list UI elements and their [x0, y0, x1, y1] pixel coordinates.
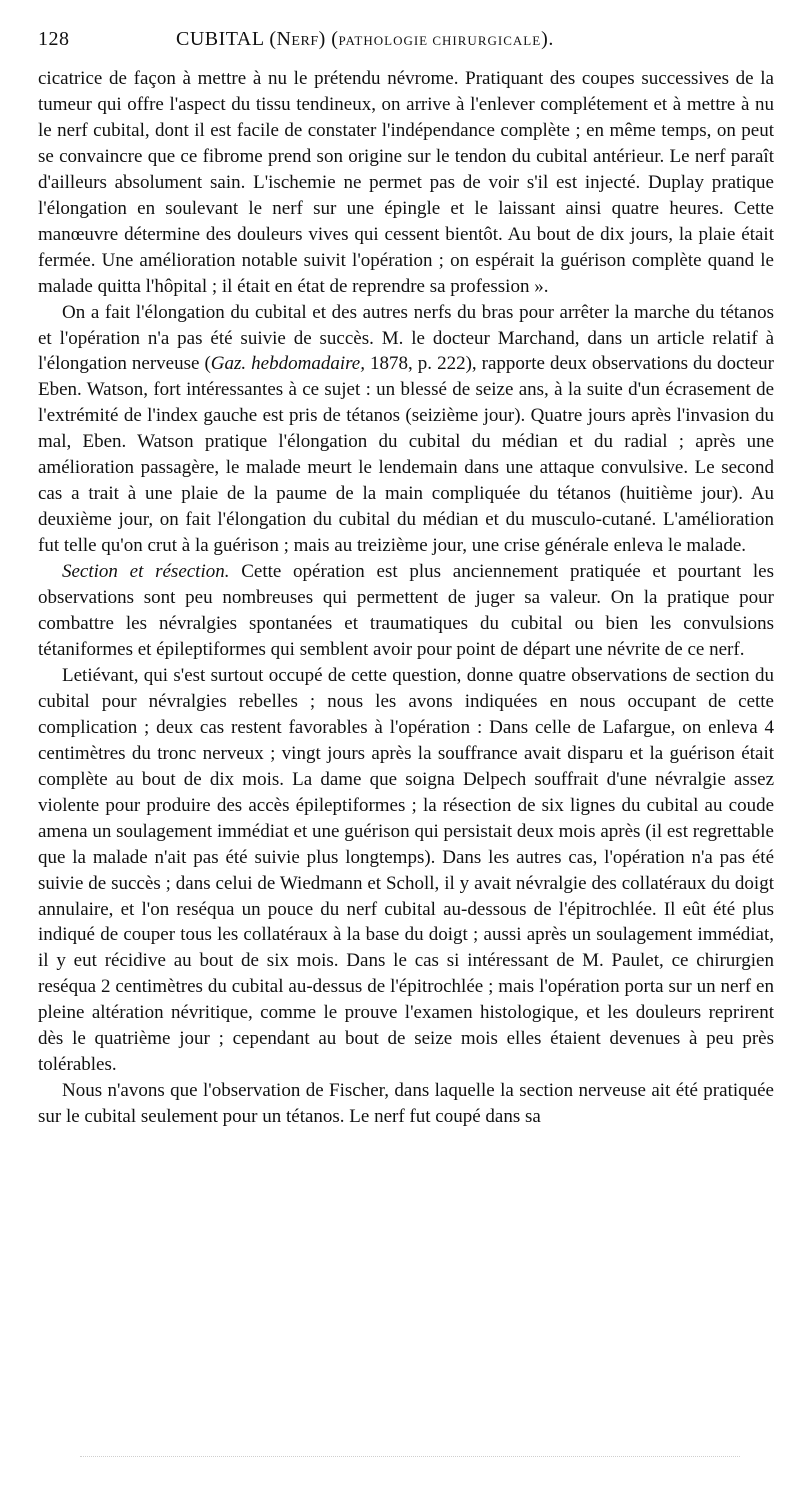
running-head-end: ). [541, 28, 554, 50]
paragraph-section-resection [38, 559, 774, 663]
paragraph-continuation: cicatrice de façon à mettre à nu le prétendu névrome. Pratiquant des coupes successives de la tumeur qui offre l'aspect du tissu tendineux, on arrive à l'enlever complétement et à mettre à nu le nerf cubital, dont il est facile de constater l'indépendance complète ; en même temps, on peut se convaincre que ce fibrome prend son origine sur le tendon du cubital antérieur. Le nerf paraît d'ailleurs absolument sain. L'ischemie ne permet pas de voir s'il est injecté. Duplay pratique l'élongation en soulevant le nerf sur une épingle et le laissant ainsi quatre heures. Cette manœuvre détermine des douleurs vives qui cessent bientôt. Au bout de dix jours, la plaie était fermée. Une amélioration notable suivit l'opération ; on espérait la guérison complète quand le malade quitta l'hôpital ; il était en état de reprendre sa profession ». [38, 68, 774, 297]
running-head-close: ) ( [318, 28, 339, 50]
bottom-margin-smudge [80, 1456, 740, 1459]
paragraph-text: On a fait l'élongation du cubital et des autres nerfs du bras pour arrêter la marche du tétanos et l'opération n'a pas été suivie de succès. M. le docteur Marchand, dans un article relatif à l'élongation nerveuse ( [38, 301, 774, 375]
running-head-nerf: Nerf [276, 28, 319, 50]
paragraph-text: Cette opération est plus anciennement pratiquée et pourtant les observations sont peu nombreuses qui permettent de juger sa valeur. On la pratique pour combattre les névralgies spontanées et traumatiques du cubital ou bien les convulsions tétaniformes et épileptiformes qui semblent avoir pour point de départ une névrite de ce nerf. [38, 561, 775, 660]
running-head [38, 28, 774, 52]
running-head-subject: PATHOLOGIE CHIRURGICALE [338, 33, 542, 48]
running-head-title [176, 28, 554, 51]
section-heading: Section et résection. [62, 561, 230, 583]
page-number: 128 [38, 28, 70, 50]
paragraph-tetanos-elongation [38, 300, 774, 560]
body-text [38, 66, 774, 1130]
paragraph-letievant: Letiévant, qui s'est surtout occupé de cette question, donne quatre observations de section du cubital pour névralgies rebelles ; nous les avons indiquées en nous occupant de cette complication ; deux cas restent favorables à l'opération : Dans celle de Lafargue, on enleva 4 centimètres du tronc nerveux ; vingt jours après la souffrance avait disparu et la guérison était complète au bout de dix mois. La dame que soigna Delpech souffrait d'une névralgie assez violente pour produire des accès épileptiformes ; la résection de six lignes du cubital au coude amena un soulagement immédiat et une guérison qui persistait deux mois après (il est regrettable que la malade n'ait pas été suivie plus longtemps). Dans les autres cas, l'opération n'a pas été suivie de succès ; dans celui de Wiedmann et Scholl, il y avait névralgie des collatéraux du doigt annulaire, et l'on reséqua un pouce du nerf cubital au-dessous de l'épitrochlée. Il eût été plus indiqué de couper tous les collatéraux à la base du doigt ; aussi après un soulagement immédiat, il y eut récidive au bout de six mois. Dans le cas si intéressant de M. Paulet, ce chirurgien reséqua 2 centimètres du cubital au-dessus de l'épitrochlée ; mais l'opération porta sur un nerf en pleine altération névritique, comme le prouve l'examen histologique, et les douleurs reprirent dès le quatrième jour ; cependant au bout de seize mois elles étaient devenues à peu près tolérables. [38, 664, 774, 1076]
citation-journal: Gaz. hebdomadaire, [210, 353, 365, 375]
running-head-main: CUBITAL ( [176, 28, 277, 50]
book-page [38, 28, 774, 1130]
paragraph-text: 1878, p. 222), rapporte deux observations du docteur Eben. Watson, fort intéressantes à ce sujet : un blessé de seize ans, à la suite d'un écrasement de l'extrémité de l'index gauche est pris de tétanos (seizième jour). Quatre jours après l'invasion du mal, Eben. Watson pratique l'élongation du cubital du médian et du radial ; après une amélioration passagère, le malade meurt le lendemain dans une attaque convulsive. Le second cas a trait à une plaie de la paume de la main compliquée du tétanos (huitième jour). Au deuxième jour, on fait l'élongation du cubital du médian et du musculo-cutané. L'amélioration fut telle qu'on crut à la guérison ; mais au treizième jour, une crise générale enleva le malade. [38, 353, 774, 557]
paragraph-fischer: Nous n'avons que l'observation de Fischer, dans laquelle la section nerveuse ait été pratiquée sur le cubital seulement pour un tétanos. Le nerf fut coupé dans sa [38, 1080, 774, 1128]
